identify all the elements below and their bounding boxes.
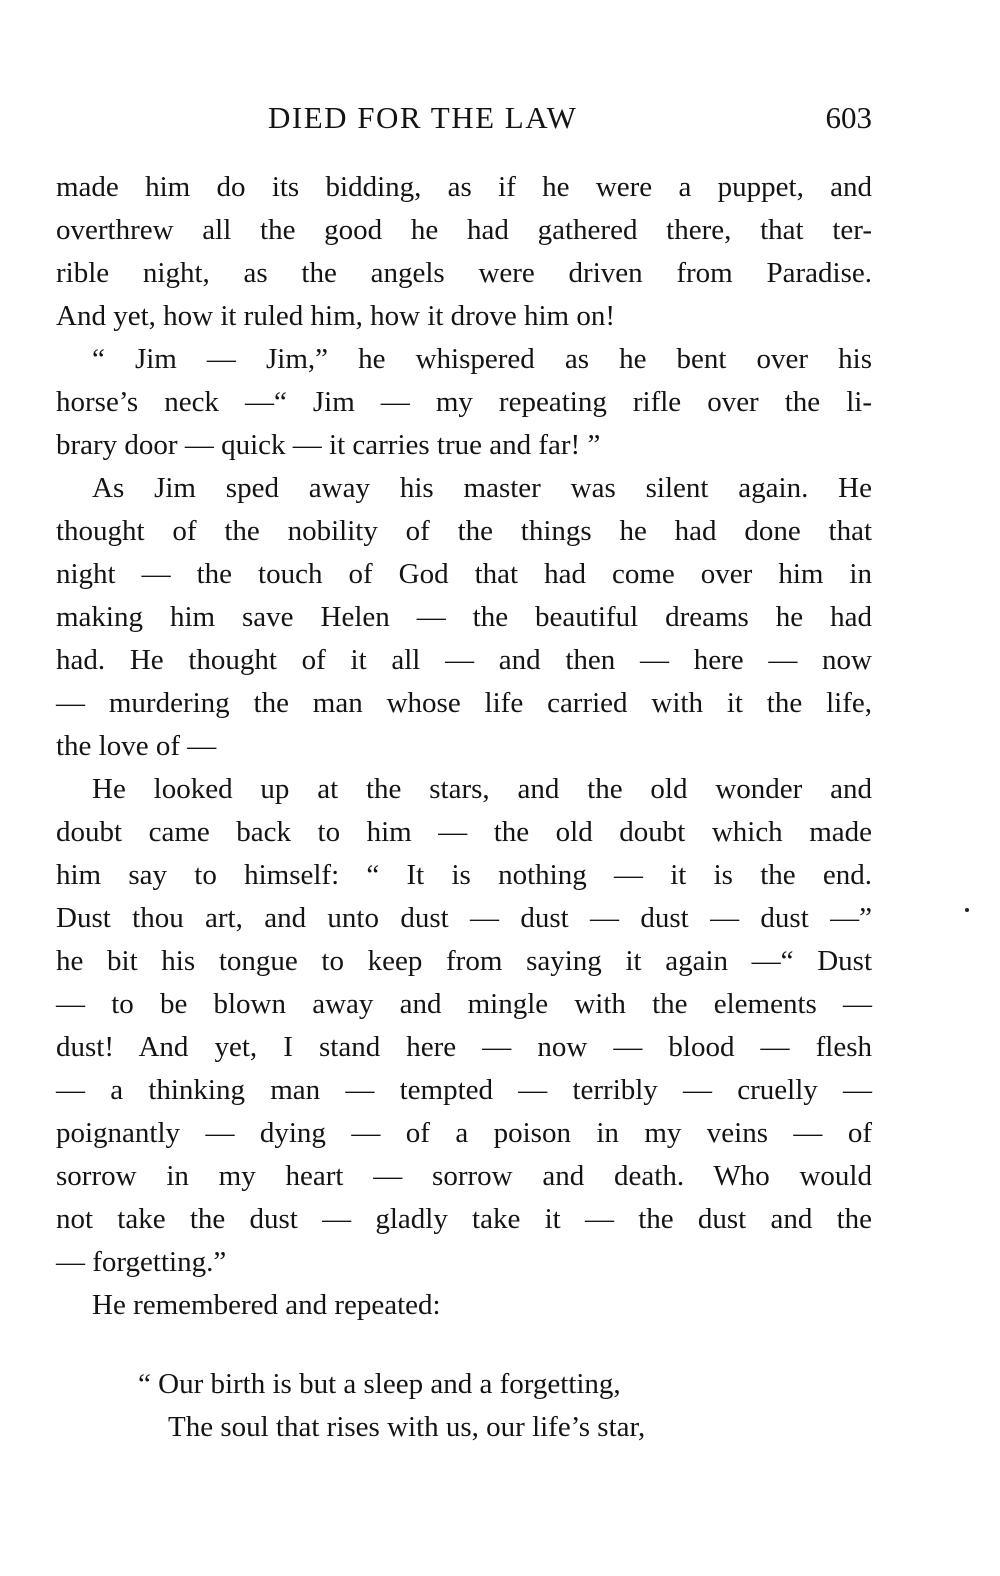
text-line: overthrew all the good he had gathered there, that ter- bbox=[56, 214, 872, 246]
text-line: poignantly — dying — of a poison in my veins — of bbox=[56, 1117, 872, 1149]
body-text bbox=[56, 166, 872, 1327]
paragraph bbox=[56, 1284, 872, 1327]
text-line: — murdering the man whose life carried with it the life, bbox=[56, 687, 872, 719]
text-line: brary door — quick — it carries true and far! ” bbox=[56, 429, 601, 461]
verse-quotation bbox=[138, 1363, 838, 1449]
text-line: As Jim sped away his master was silent again. He bbox=[92, 472, 872, 504]
paragraph bbox=[56, 338, 872, 467]
text-line: dust! And yet, I stand here — now — blood — flesh bbox=[56, 1031, 872, 1063]
text-line: doubt came back to him — the old doubt which made bbox=[56, 816, 872, 848]
text-line: — a thinking man — tempted — terribly — cruelly — bbox=[56, 1074, 872, 1106]
running-title: DIED FOR THE LAW bbox=[268, 100, 578, 135]
text-line: night — the touch of God that had come over him in bbox=[56, 558, 872, 590]
paragraph bbox=[56, 467, 872, 768]
text-line: he bit his tongue to keep from saying it again —“ Dust bbox=[56, 945, 872, 977]
text-line: — to be blown away and mingle with the elements — bbox=[56, 988, 872, 1020]
text-line: sorrow in my heart — sorrow and death. Who would bbox=[56, 1160, 872, 1192]
text-line: making him save Helen — the beautiful dreams he had bbox=[56, 601, 872, 633]
text-line: He looked up at the stars, and the old wonder and bbox=[92, 773, 872, 805]
page-number: 603 bbox=[825, 100, 872, 135]
print-speck bbox=[965, 908, 969, 912]
paragraph bbox=[56, 166, 872, 338]
text-line: not take the dust — gladly take it — the dust and the bbox=[56, 1203, 872, 1235]
text-line: He remembered and repeated: bbox=[92, 1289, 441, 1321]
text-line: Dust thou art, and unto dust — dust — dust — dust —” bbox=[56, 902, 872, 934]
verse-line: The soul that rises with us, our life’s star, bbox=[168, 1411, 646, 1443]
text-line: horse’s neck —“ Jim — my repeating rifle over the li- bbox=[56, 386, 872, 418]
text-line: And yet, how it ruled him, how it drove him on! bbox=[56, 300, 615, 332]
text-line: the love of — bbox=[56, 730, 217, 762]
text-line: — forgetting.” bbox=[56, 1246, 227, 1278]
running-head bbox=[56, 100, 872, 144]
text-line: him say to himself: “ It is nothing — it is the end. bbox=[56, 859, 872, 891]
text-line: made him do its bidding, as if he were a puppet, and bbox=[56, 171, 872, 203]
text-line: thought of the nobility of the things he had done that bbox=[56, 515, 872, 547]
paragraph bbox=[56, 768, 872, 1284]
verse-line: “ Our birth is but a sleep and a forgetting, bbox=[138, 1368, 621, 1400]
text-line: “ Jim — Jim,” he whispered as he bent over his bbox=[92, 343, 872, 375]
text-line: had. He thought of it all — and then — here — now bbox=[56, 644, 872, 676]
text-line: rible night, as the angels were driven from Paradise. bbox=[56, 257, 872, 289]
